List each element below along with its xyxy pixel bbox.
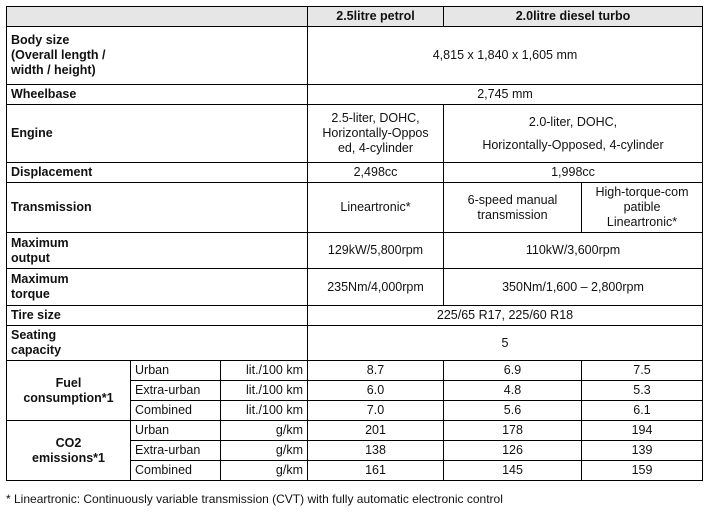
row-body-size (7, 27, 703, 85)
label-max-torque-line2: torque (11, 287, 50, 301)
transmission-auto-line3: Lineartronic* (606, 215, 678, 229)
engine-petrol-line3: ed, 4-cylinder (337, 141, 414, 155)
fuel-row-unit: lit./100 km (221, 401, 308, 421)
header-row (7, 7, 703, 27)
label-wheelbase: Wheelbase (7, 85, 308, 105)
label-max-output-line2: output (11, 250, 50, 265)
row-max-output (7, 233, 703, 269)
co2-row-unit: g/km (221, 421, 308, 441)
fuel-row-petrol: 8.7 (308, 361, 444, 381)
row-transmission (7, 183, 703, 233)
label-max-torque-line1: Maximum (11, 272, 69, 286)
label-body-size (7, 27, 308, 85)
header-diesel: 2.0litre diesel turbo (444, 7, 703, 27)
value-transmission-petrol: Lineartronic* (308, 183, 444, 233)
label-body-size-line3: width / height) (11, 63, 96, 77)
fuel-row-name: Urban (131, 361, 221, 381)
footnote: * Lineartronic: Continuously variable transmission (CVT) with fully automatic electronic control (6, 492, 503, 506)
label-engine: Engine (7, 105, 308, 163)
co2-row-name: Extra-urban (131, 441, 221, 461)
co2-row-auto: 159 (582, 461, 703, 481)
label-transmission: Transmission (7, 183, 308, 233)
co2-row-auto: 194 (582, 421, 703, 441)
co2-row-auto: 139 (582, 441, 703, 461)
transmission-manual-line2: transmission (477, 207, 548, 222)
value-wheelbase: 2,745 mm (308, 85, 703, 105)
fuel-row-petrol: 7.0 (308, 401, 444, 421)
row-engine (7, 105, 703, 163)
label-fuel-consumption (7, 361, 131, 421)
row-seating (7, 326, 703, 361)
label-max-output-line1: Maximum (11, 235, 69, 250)
row-max-torque (7, 269, 703, 306)
label-max-torque (7, 269, 308, 306)
label-body-size-line1: Body size (11, 33, 70, 47)
label-tire-size: Tire size (7, 306, 308, 326)
label-fuel-line2: consumption*1 (23, 390, 114, 405)
value-displacement-diesel: 1,998cc (444, 163, 703, 183)
label-fuel-line1: Fuel (55, 375, 82, 390)
label-co2-emissions (7, 421, 131, 481)
co2-row-petrol: 201 (308, 421, 444, 441)
value-transmission-diesel-auto (582, 183, 703, 233)
table-row (7, 361, 703, 381)
fuel-row-auto: 6.1 (582, 401, 703, 421)
fuel-row-name: Combined (131, 401, 221, 421)
fuel-row-name: Extra-urban (131, 381, 221, 401)
transmission-auto-line1: High-torque-com (595, 185, 689, 199)
label-seating-line2: capacity (11, 343, 62, 357)
value-tire-size: 225/65 R17, 225/60 R18 (308, 306, 703, 326)
value-transmission-diesel-manual (444, 183, 582, 233)
header-petrol: 2.5litre petrol (308, 7, 444, 27)
value-max-torque-petrol: 235Nm/4,000rpm (308, 269, 444, 306)
value-displacement-petrol: 2,498cc (308, 163, 444, 183)
label-max-output (7, 233, 308, 269)
header-blank-cell (7, 7, 308, 27)
fuel-row-manual: 5.6 (444, 401, 582, 421)
value-seating: 5 (308, 326, 703, 361)
engine-petrol-line1: 2.5-liter, DOHC, (331, 111, 420, 125)
co2-row-petrol: 138 (308, 441, 444, 461)
co2-row-manual: 178 (444, 421, 582, 441)
row-displacement (7, 163, 703, 183)
spec-table (6, 6, 703, 481)
co2-row-name: Urban (131, 421, 221, 441)
transmission-auto-line2: patible (623, 200, 661, 214)
fuel-row-unit: lit./100 km (221, 381, 308, 401)
engine-diesel-line1: 2.0-liter, DOHC, (528, 114, 618, 129)
fuel-row-petrol: 6.0 (308, 381, 444, 401)
fuel-row-manual: 6.9 (444, 361, 582, 381)
engine-petrol-line2: Horizontally-Oppos (322, 126, 429, 140)
co2-row-unit: g/km (221, 441, 308, 461)
fuel-row-unit: lit./100 km (221, 361, 308, 381)
value-body-size: 4,815 x 1,840 x 1,605 mm (308, 27, 703, 85)
co2-row-manual: 145 (444, 461, 582, 481)
value-max-output-diesel: 110kW/3,600rpm (444, 233, 703, 269)
value-max-torque-diesel: 350Nm/1,600 – 2,800rpm (444, 269, 703, 306)
table-row (7, 421, 703, 441)
label-seating-line1: Seating (11, 328, 57, 342)
value-max-output-petrol: 129kW/5,800rpm (308, 233, 444, 269)
label-displacement: Displacement (7, 163, 308, 183)
row-tire-size (7, 306, 703, 326)
co2-row-manual: 126 (444, 441, 582, 461)
label-co2-line2: emissions*1 (32, 450, 105, 465)
label-body-size-line2: (Overall length / (11, 48, 106, 62)
fuel-row-auto: 7.5 (582, 361, 703, 381)
transmission-manual-line1: 6-speed manual (467, 192, 558, 207)
row-wheelbase (7, 85, 703, 105)
value-engine-diesel (444, 105, 703, 163)
fuel-row-auto: 5.3 (582, 381, 703, 401)
co2-row-petrol: 161 (308, 461, 444, 481)
value-engine-petrol (308, 105, 444, 163)
fuel-row-manual: 4.8 (444, 381, 582, 401)
label-seating (7, 326, 308, 361)
co2-row-name: Combined (131, 461, 221, 481)
co2-row-unit: g/km (221, 461, 308, 481)
engine-diesel-line2: Horizontally-Opposed, 4-cylinder (482, 137, 664, 152)
label-co2-line1: CO2 (55, 435, 82, 450)
